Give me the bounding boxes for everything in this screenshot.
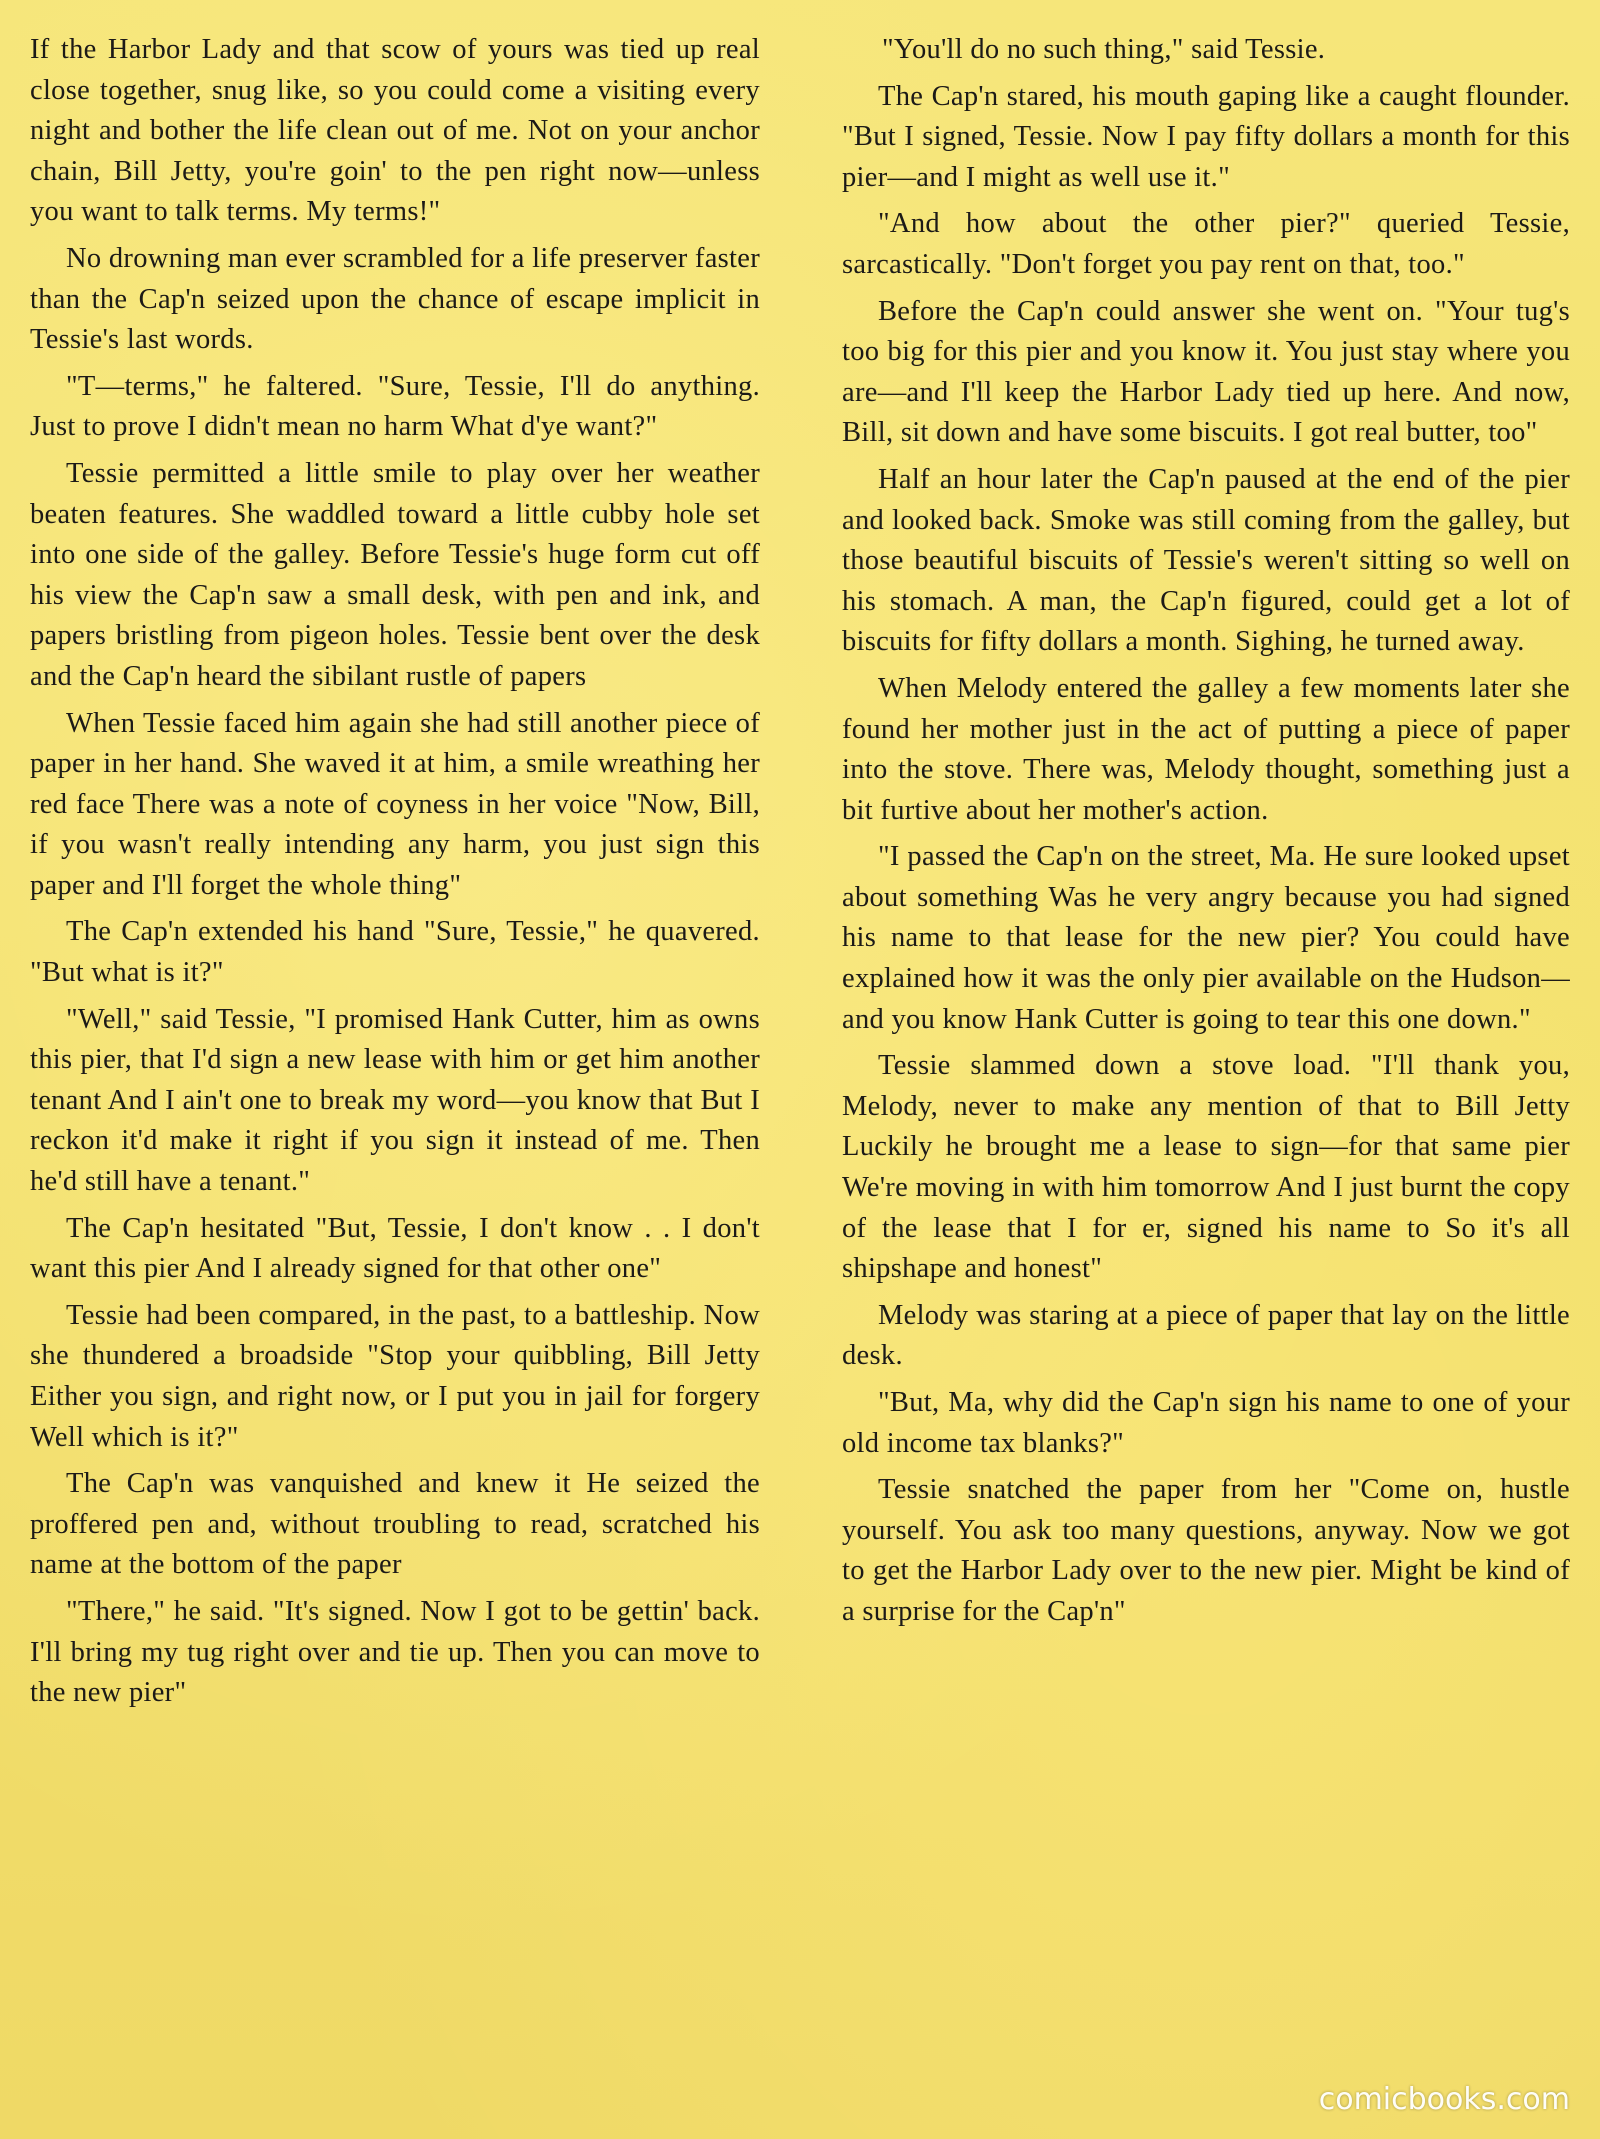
paragraph: Tessie permitted a little smile to play over her weather beaten features. She waddled toward a little cubby hole set into one side of the galley. Before Tessie's huge form cut off his view the Cap'n saw a small desk, with pen and ink, and papers bristling from pigeon holes. Tessie bent over the desk and the Cap'n heard the sibilant rustle of papers: [30, 457, 760, 692]
paragraph: "But, Ma, why did the Cap'n sign his name to one of your old income tax blanks?": [842, 1387, 1570, 1459]
paragraph: "I passed the Cap'n on the street, Ma. He sure looked upset about something Was he very angry because you had signed his name to that lease for the new pier? You could have explained how it was the only pier available on the Hudson—and you know Hank Cutter is going to tear this one down.": [842, 841, 1570, 1035]
paragraph: Tessie snatched the paper from her "Come on, hustle yourself. You ask too many questions, anyway. Now we got to get the Harbor Lady over to the new pier. Might be kind of a surprise for the Cap'n": [842, 1474, 1570, 1627]
paragraph: No drowning man ever scrambled for a life preserver faster than the Cap'n seized upon the chance of escape implicit in Tessie's last words.: [30, 242, 760, 356]
paragraph: Tessie slammed down a stove load. "I'll thank you, Melody, never to make any mention of that to Bill Jetty Luckily he brought me a lease to sign—for that same pier We're moving in with him tomorrow And I just burnt the copy of the lease that I for er, signed his name to So it's all shipshape and honest": [842, 1050, 1570, 1285]
paragraph: When Melody entered the galley a few moments later she found her mother just in the act of putting a piece of paper into the stove. There was, Melody thought, something just a bit furtive about her mother's action.: [842, 672, 1570, 826]
paragraph: "There," he said. "It's signed. Now I got to be gettin' back. I'll bring my tug right over and tie up. Then you can move to the new pier": [30, 1595, 760, 1709]
paragraph: The Cap'n stared, his mouth gaping like a caught flounder. "But I signed, Tessie. Now I pay fifty dollars a month for this pier—and I might as well use it.": [842, 80, 1570, 193]
paragraph: If the Harbor Lady and that scow of yours was tied up real close together, snug like, so you could come a visiting every night and bother the life clean out of me. Not on your anchor chain, Bill Jetty, you're goin' to the pen right now—unless you want to talk terms. My terms!": [30, 34, 760, 228]
paragraph: "And how about the other pier?" queried Tessie, sarcastically. "Don't forget you pay rent on that, too.": [842, 208, 1570, 280]
paragraph: Tessie had been compared, in the past, to a battleship. Now she thundered a broadside "Stop your quibbling, Bill Jetty Either you sign, and right now, or I put you in jail for forgery Well which is it?": [30, 1299, 760, 1453]
watermark: comicbooks.com: [1318, 2082, 1570, 2117]
paragraph: Half an hour later the Cap'n paused at the end of the pier and looked back. Smoke was still coming from the galley, but those beautiful biscuits of Tessie's weren't sitting so well on his stomach. A man, the Cap'n figured, could get a lot of biscuits for fifty dollars a month. Sighing, he turned away.: [842, 463, 1570, 658]
paragraph: Melody was staring at a piece of paper that lay on the little desk.: [842, 1299, 1570, 1372]
paragraph: "Well," said Tessie, "I promised Hank Cutter, him as owns this pier, that I'd sign a new lease with him or get him another tenant And I ain't one to break my word—you know that But I reckon it'd make it right if you sign it instead of me. Then he'd still have a tenant.": [30, 1003, 760, 1198]
paragraph: "You'll do no such thing," said Tessie.: [882, 34, 1326, 65]
paragraph: The Cap'n hesitated "But, Tessie, I don't know . . I don't want this pier And I already signed for that other one": [30, 1212, 760, 1285]
paragraph: "T—terms," he faltered. "Sure, Tessie, I'll do anything. Just to prove I didn't mean no harm What d'ye want?": [30, 370, 760, 443]
left-column: [30, 30, 760, 2139]
paragraph: The Cap'n extended his hand "Sure, Tessie," he quavered. "But what is it?": [30, 916, 760, 989]
paragraph: Before the Cap'n could answer she went on. "Your tug's too big for this pier and you know it. You just stay where you are—and I'll keep the Harbor Lady tied up here. And now, Bill, sit down and have some biscuits. I got real butter, too": [842, 295, 1570, 449]
paragraph: When Tessie faced him again she had still another piece of paper in her hand. She waved it at him, a smile wreathing her red face There was a note of coyness in her voice "Now, Bill, if you wasn't really intending any harm, you just sign this paper and I'll forget the whole thing": [30, 707, 760, 901]
paragraph: The Cap'n was vanquished and knew it He seized the proffered pen and, without troubling to read, scratched his name at the bottom of the paper: [30, 1468, 760, 1581]
right-column: [842, 30, 1570, 2139]
